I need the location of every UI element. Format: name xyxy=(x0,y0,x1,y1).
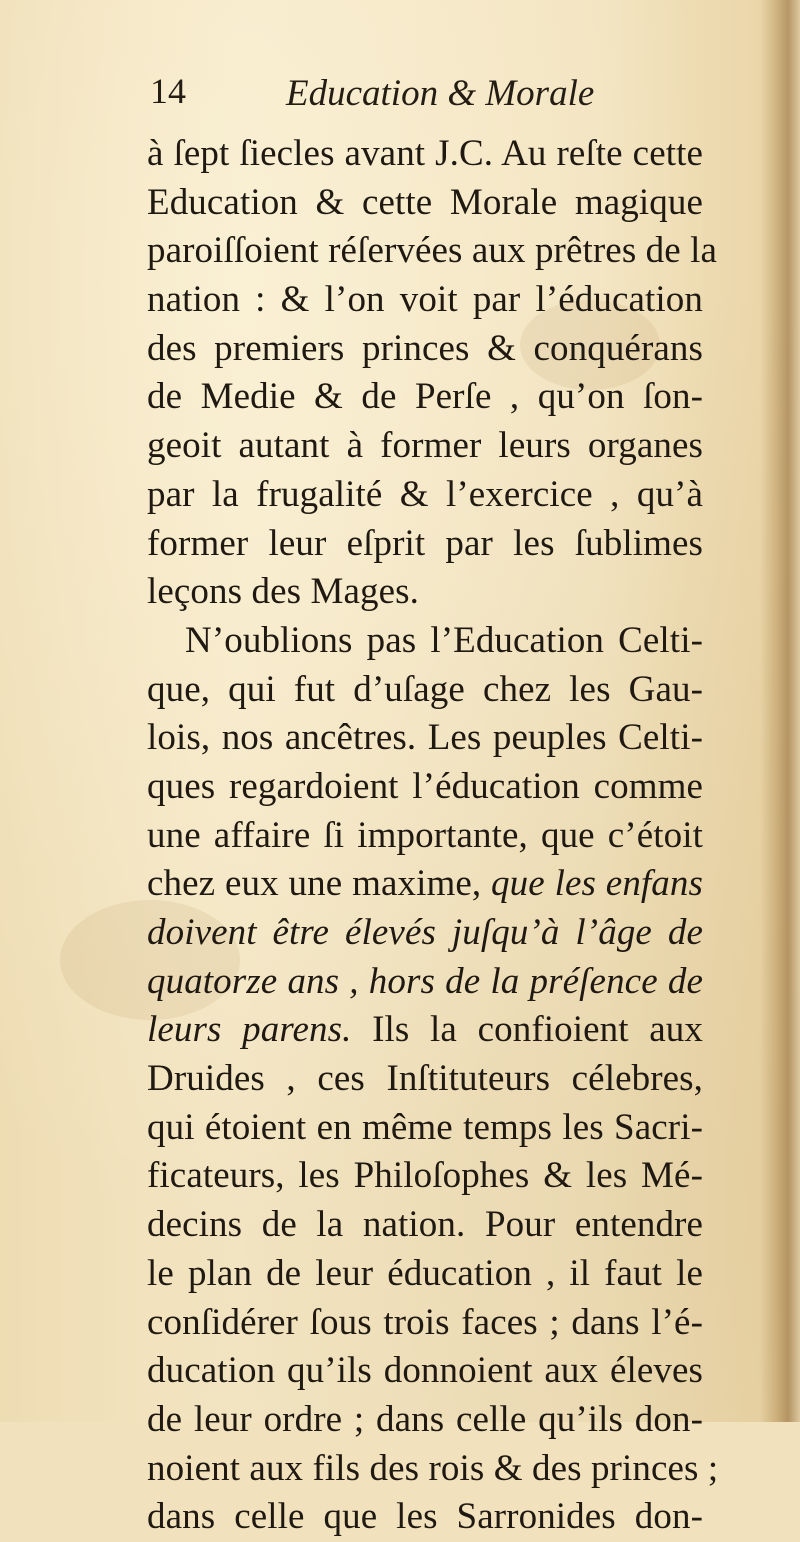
text-line: leçons des Mages. xyxy=(147,571,419,613)
text-line: qui étoient en même temps les Sacri- xyxy=(147,1106,703,1148)
page-header xyxy=(138,70,598,120)
text-line: geoit autant à former leurs organes xyxy=(147,425,703,467)
text-line: noient aux fils des rois & des princes ; xyxy=(147,1447,719,1489)
text-line: à ſept ſiecles avant J.C. Au reſte cette xyxy=(147,133,703,174)
body-text xyxy=(147,130,719,1542)
text-line: dans celle que les Sarronides don- xyxy=(147,1496,703,1538)
text-span: Ils la confioient aux xyxy=(351,1009,703,1051)
text-line: ques regardoient l’éducation comme xyxy=(147,765,703,807)
text-line: de leur ordre ; dans celle qu’ils don- xyxy=(147,1398,703,1440)
text-line: des premiers princes & conquérans xyxy=(147,327,703,369)
text-line: conſidérer ſous trois faces ; dans l’é- xyxy=(147,1301,703,1343)
text-line: que, qui fut d’uſage chez les Gau- xyxy=(147,668,703,710)
text-line: lois, nos ancêtres. Les peuples Celti- xyxy=(147,717,703,759)
text-line: par la frugalité & l’exercice , qu’à xyxy=(147,473,703,515)
text-line xyxy=(147,860,703,909)
text-line: nation : & l’on voit par l’éducation xyxy=(147,279,703,321)
text-line: Education & cette Morale magique xyxy=(147,181,703,223)
page-binding-edge xyxy=(760,0,800,1422)
text-line: paroiſſoient réſervées aux prêtres de la xyxy=(147,230,718,272)
text-line xyxy=(147,1006,703,1055)
text-line: decins de la nation. Pour entendre xyxy=(147,1204,703,1246)
italic-span: que les enfans xyxy=(491,863,703,905)
running-title: Education & Morale xyxy=(286,73,595,114)
text-line: Druides , ces Inſtituteurs célebres, xyxy=(147,1058,703,1100)
text-span: chez eux une maxime, xyxy=(147,863,492,905)
text-line: ducation qu’ils donnoient aux éleves xyxy=(147,1350,703,1392)
text-line: former leur eſprit par les ſublimes xyxy=(147,522,703,564)
page-number: 14 xyxy=(150,71,186,111)
text-line: quatorze ans , hors de la préſence de xyxy=(147,960,703,1002)
text-line: une affaire ſi importante, que c’étoit xyxy=(147,814,703,856)
text-line: ficateurs, les Philoſophes & les Mé- xyxy=(147,1155,703,1197)
text-line: le plan de leur éducation , il faut le xyxy=(147,1252,703,1294)
text-line: N’oublions pas l’Education Celti- xyxy=(185,619,703,661)
text-line: doivent être élevés juſqu’à l’âge de xyxy=(147,912,703,953)
italic-span: leurs parens. xyxy=(147,1009,352,1051)
text-line: de Medie & de Perſe , qu’on ſon- xyxy=(147,376,703,418)
